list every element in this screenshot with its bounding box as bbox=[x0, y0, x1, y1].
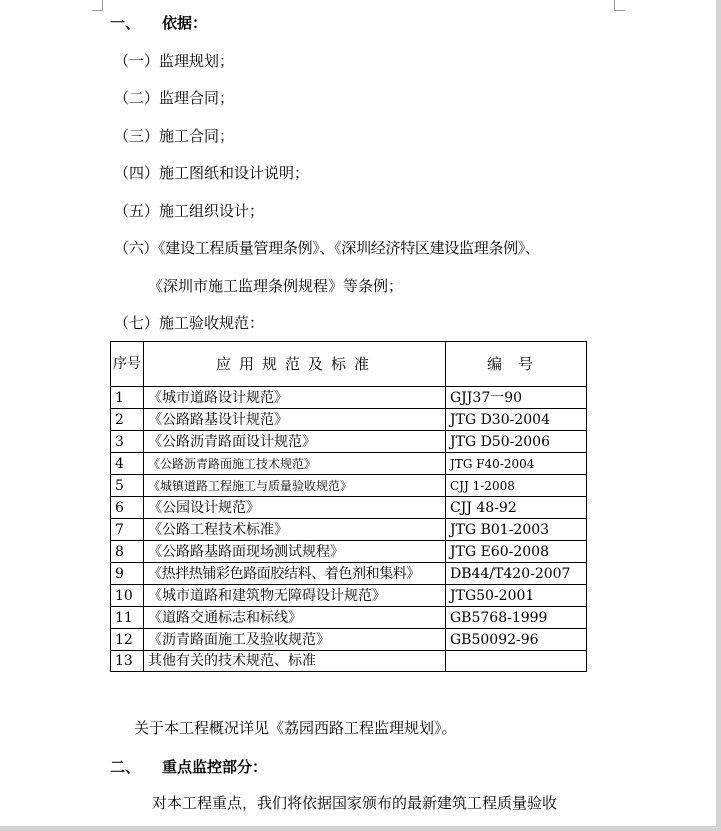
row-number: 6 bbox=[111, 497, 144, 519]
row-number: 7 bbox=[111, 519, 144, 541]
table-row bbox=[111, 431, 587, 453]
table-header-row bbox=[111, 342, 587, 387]
page-shadow-right bbox=[716, 0, 721, 831]
table-row bbox=[111, 475, 587, 497]
standard-name: 《沥青路面施工及验收规范》 bbox=[144, 629, 446, 651]
row-number: 10 bbox=[111, 585, 144, 607]
table-row bbox=[111, 409, 587, 431]
page-shadow-bottom bbox=[0, 826, 721, 831]
standard-name: 《热拌热铺彩色路面胶结料、着色剂和集料》 bbox=[144, 563, 446, 585]
standard-code: JTG B01-2003 bbox=[446, 519, 587, 541]
section-2-number: 二、 bbox=[110, 758, 141, 776]
section-2-paragraph: 对本工程重点，我们将依据国家颁布的最新建筑工程质量验收 bbox=[152, 794, 558, 812]
row-number: 11 bbox=[111, 607, 144, 629]
basis-item-6: （六）《建设工程质量管理条例》、《深圳经济特区建设监理条例》、 bbox=[114, 239, 540, 257]
standard-code: CJJ 1-2008 bbox=[446, 475, 587, 497]
standard-name: 《城市道路设计规范》 bbox=[144, 387, 446, 409]
section-1-title: 依据： bbox=[162, 14, 208, 32]
row-number: 2 bbox=[111, 409, 144, 431]
standard-name: 《公园设计规范》 bbox=[144, 497, 446, 519]
header-standard-name: 应用规范及标准 bbox=[144, 342, 446, 387]
margin-crop-mark-left bbox=[92, 0, 103, 11]
standard-name: 《公路路基设计规范》 bbox=[144, 409, 446, 431]
row-number: 12 bbox=[111, 629, 144, 651]
section-1-number: 一、 bbox=[110, 14, 141, 32]
row-number: 8 bbox=[111, 541, 144, 563]
standard-code: JTG D30-2004 bbox=[446, 409, 587, 431]
standard-code: DB44/T420-2007 bbox=[446, 563, 587, 585]
basis-item-4: （四）施工图纸和设计说明； bbox=[114, 164, 310, 182]
table-row bbox=[111, 585, 587, 607]
row-number: 9 bbox=[111, 563, 144, 585]
basis-item-3: （三）施工合同； bbox=[114, 127, 235, 145]
overview-paragraph: 关于本工程概况详见《荔园西路工程监理规划》。 bbox=[134, 719, 457, 737]
standard-name: 《公路沥青路面施工技术规范》 bbox=[144, 453, 446, 475]
table-row bbox=[111, 563, 587, 585]
standard-name: 其他有关的技术规范、标准 bbox=[144, 651, 446, 672]
standard-name: 《公路沥青路面设计规范》 bbox=[144, 431, 446, 453]
standard-code: JTG E60-2008 bbox=[446, 541, 587, 563]
table-row bbox=[111, 453, 587, 475]
table-row bbox=[111, 519, 587, 541]
row-number: 5 bbox=[111, 475, 144, 497]
standard-code: JTG D50-2006 bbox=[446, 431, 587, 453]
standard-code: JTG F40-2004 bbox=[446, 453, 587, 475]
row-number: 13 bbox=[111, 651, 144, 672]
basis-item-5: （五）施工组织设计； bbox=[114, 202, 265, 220]
table-row bbox=[111, 497, 587, 519]
basis-item-2: （二）监理合同； bbox=[114, 89, 235, 107]
header-serial-number: 序号 bbox=[111, 342, 144, 387]
standards-table bbox=[110, 341, 587, 672]
standard-code: JTG50-2001 bbox=[446, 585, 587, 607]
basis-item-7: （七）施工验收规范： bbox=[114, 314, 265, 332]
standard-name: 《城镇道路工程施工与质量验收规范》 bbox=[144, 475, 446, 497]
table-row bbox=[111, 607, 587, 629]
standard-name: 《道路交通标志和标线》 bbox=[144, 607, 446, 629]
margin-crop-mark-right bbox=[614, 0, 625, 11]
standard-code: CJJ 48-92 bbox=[446, 497, 587, 519]
standard-code: GJJ37一90 bbox=[446, 387, 587, 409]
section-2-title: 重点监控部分： bbox=[162, 758, 268, 776]
standard-code bbox=[446, 651, 587, 672]
standard-name: 《公路路基路面现场测试规程》 bbox=[144, 541, 446, 563]
row-number: 3 bbox=[111, 431, 144, 453]
row-number: 4 bbox=[111, 453, 144, 475]
basis-item-6-continued: 《深圳市施工监理条例规程》等条例； bbox=[148, 277, 404, 295]
table-row bbox=[111, 629, 587, 651]
table-row bbox=[111, 541, 587, 563]
standard-name: 《公路工程技术标准》 bbox=[144, 519, 446, 541]
table-row bbox=[111, 387, 587, 409]
standard-code: GB5768-1999 bbox=[446, 607, 587, 629]
table-row bbox=[111, 651, 587, 672]
standard-name: 《城市道路和建筑物无障碍设计规范》 bbox=[144, 585, 446, 607]
header-standard-code: 编号 bbox=[446, 342, 587, 387]
standard-code: GB50092-96 bbox=[446, 629, 587, 651]
basis-item-1: （一）监理规划； bbox=[114, 52, 235, 70]
row-number: 1 bbox=[111, 387, 144, 409]
